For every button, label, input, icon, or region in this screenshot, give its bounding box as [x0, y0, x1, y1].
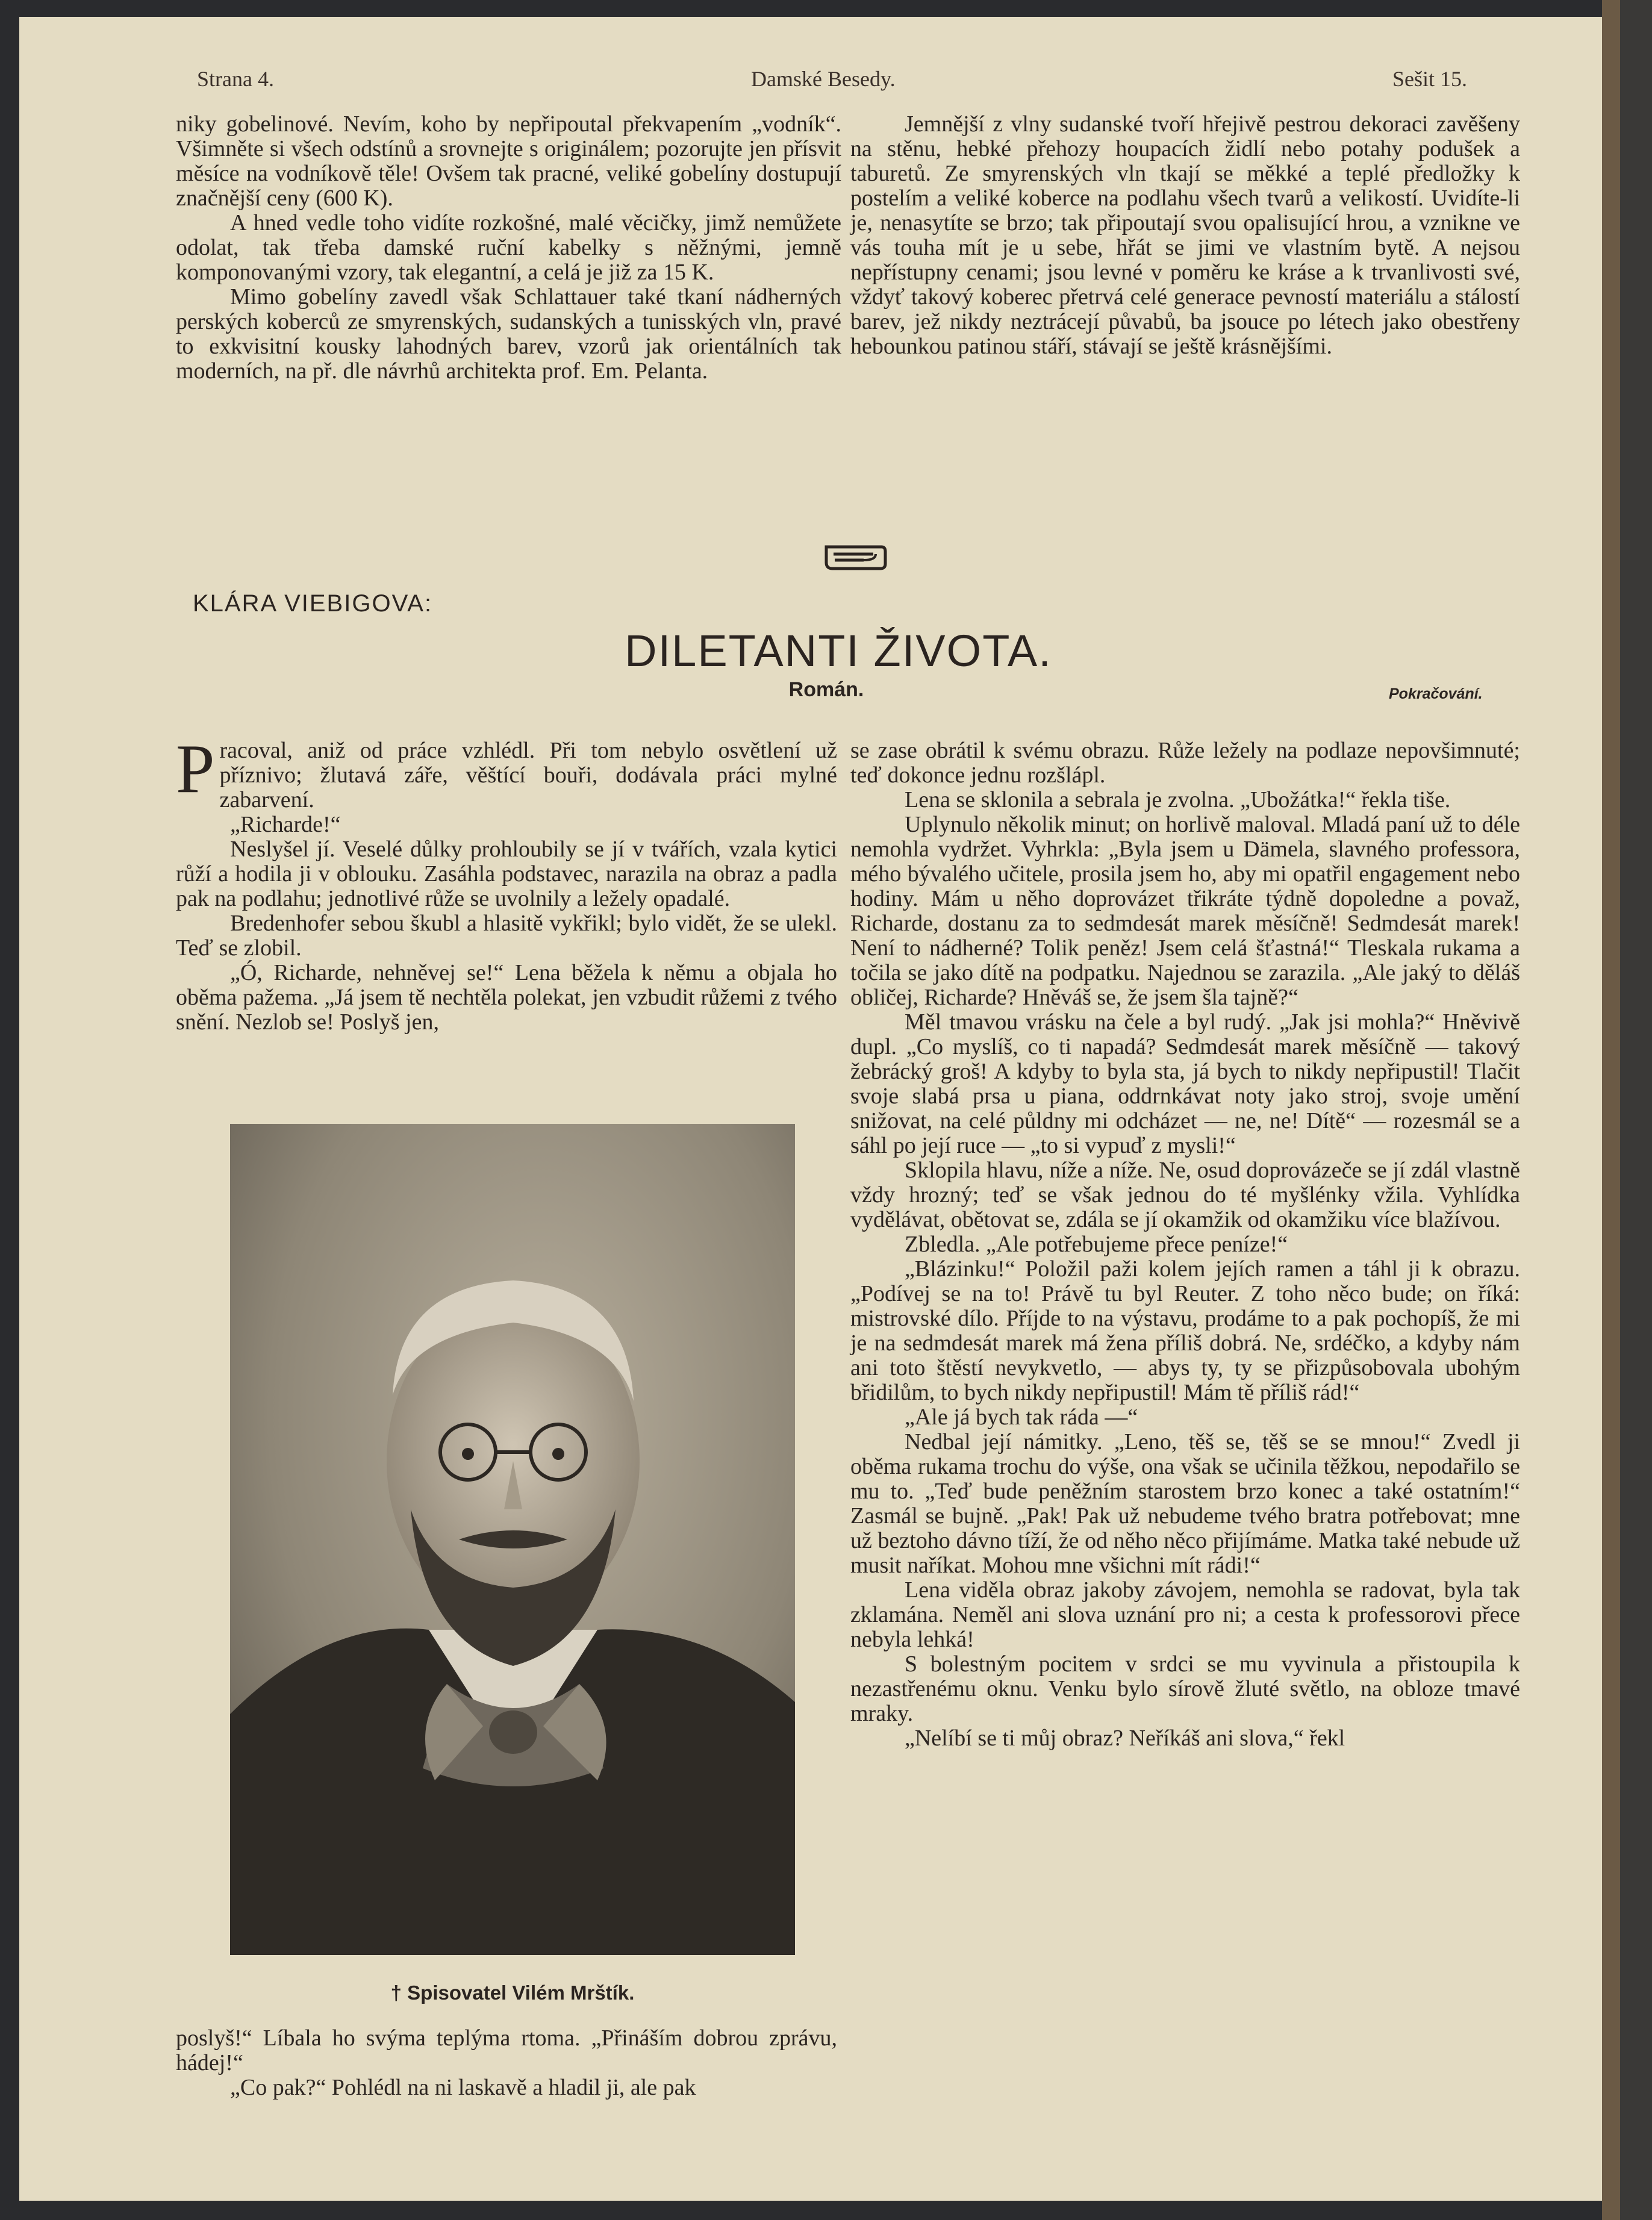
paragraph: Lena viděla obraz jakoby závojem, nemohla se radovat, byla tak zklamána. Neměl ani slova uznání pro ni; a cesta k professorovi přece nebyla lehká! [850, 1577, 1520, 1652]
paragraph: Uplynulo několik minut; on horlivě maloval. Mladá paní už to déle nemohla vydržet. Vyhrkla: „Byla jsem u Dämela, slavného professora, mého bývalého učitele, prosila jsem ho, aby mi opatřil engagement nebo hodiny. Mám u něho doprovázet třikráte týdně dopoledne a považ, Richarde, dostanu za to sedmdesát marek měsíčně! Sedmdesát marek! Není to nádherné? Tolik peněz! Jsem celá šťastná!“ Tleskala rukama a točila se jako dítě na podpatku. Najednou se zarazila. „Ale jaký to děláš obličej, Richarde? Hněváš se, že jsem šla tajně?“ [850, 812, 1520, 1010]
ornament-divider-icon [821, 541, 889, 575]
page-edge [1602, 0, 1652, 2220]
story-opening-text: racoval, aniž od práce vzhlédl. Při tom nebylo osvětlení už příznivo; žlutavá záře, věštící bouři, dodávala práci mylné zabarvení. [219, 738, 837, 812]
paragraph: Nedbal její námitky. „Leno, těš se, těš se se mnou!“ Zvedl ji oběma rukama trochu do výše, ona však se učinila těžkou, nepodařilo se mu to. „Teď bude peněžním starostem brzo konec a také ostatním!“ Zasmál se bujně. „Pak! Pak už nebudeme tvého bratra potřebovat; mne už beztoho dávno tíží, že od něho něco přijímáme. Matka také nebude už musit naříkat. Mohou mne všichni mít rádi!“ [850, 1429, 1520, 1578]
story-right-column [850, 738, 1520, 1751]
story-left-column [176, 731, 837, 1035]
story-opening [176, 731, 837, 812]
continued-note: Pokračování. [1389, 685, 1483, 702]
paragraph: Zbledla. „Ale potřebujeme přece peníze!“ [905, 1232, 1288, 1257]
paragraph: se zase obrátil k svému obrazu. Růže ležely na podlaze nepovšimnuté; teď dokonce jednu rozšlápl. [850, 738, 1520, 788]
article-author: KLÁRA VIEBIGOVA: [193, 590, 433, 617]
photo-caption: † Spisovatel Vilém Mrštík. [390, 1981, 635, 2004]
paragraph: niky gobelinové. Nevím, koho by nepřipoutal překvapením „vodník“. Všimněte si všech odstínů a srovnejte s originálem; pozorujte jen přísvit měsíce na vodníkově těle! Ovšem tak pracné, veliké gobelíny dostupují značnější ceny (600 K). [176, 111, 841, 211]
paragraph: Jemnější z vlny sudanské tvoří hřejivě pestrou dekoraci zavěšeny na stěnu, hebké přehozy houpacích židlí nebo potahy podušek a taburetů. Ze smyrenských vln tkají se měkké a teplé předložky k postelím a veliké koberce na podlahu všech tvarů a velikostí. Uvidíte-li je, nenasytíte se brzo; tak připoutají svou opalisující hrou, a vznikne ve vás touha mít je u sebe, hřát se jimi ve vlastním bytě. A nejsou nepřístupny cenami; jsou levné v poměru ke kráse a k trvanlivosti své, vždyť takový koberec přetrvá celé generace pevností materiálu a stálostí barev, jež nikdy neztrácejí půvabů, ba jsouce po létech jako obestřeny hebounkou patinou stáří, stávají se ještě krásnějšími. [850, 111, 1520, 359]
header-issue: Sešit 15. [1392, 67, 1468, 91]
paragraph: poslyš!“ Líbala ho svýma teplýma rtoma. „Přináším dobrou zprávu, hádej!“ [176, 2025, 837, 2075]
drop-cap: P [176, 731, 215, 808]
paragraph: „Ó, Richarde, nehněvej se!“ Lena běžela k němu a objala ho oběma pažema. „Já jsem tě nechtěla polekat, jen vzbudit růžemi z tvého snění. Nezlob se! Poslyš jen, [176, 960, 837, 1035]
paragraph: Sklopila hlavu, níže a níže. Ne, osud doprovázeče se jí zdál vlastně vždy hrozný; teď se však jednou do té myšlénky vžila. Vyhlídka vydělávat, obětovat se, zdála se jí okamžik od okamžiku více blažívou. [850, 1158, 1520, 1232]
paragraph: „Blázinku!“ Položil paži kolem jejích ramen a táhl ji k obrazu. „Podívej se na to! Právě tu byl Reuter. Z toho něco bude; on říká: mistrovské dílo. Příjde to na výstavu, prodáme to a pak pochopíš, že mi je na sedmdesát marek má žena příliš dobrá. Ne, srdéčko, a kdyby nám ani toto štěstí nevykvetlo, — abys ty, ty se přizpůsobovala ubohým břidilům, to bych nikdy nepřipustil! Mám tě příliš rád!“ [850, 1256, 1520, 1405]
paragraph: „Co pak?“ Pohlédl na ni laskavě a hladil ji, ale pak [230, 2075, 696, 2100]
paragraph: Lena se sklonila a sebrala je zvolna. „Ubožátka!“ řekla tiše. [905, 787, 1451, 812]
paragraph: Bredenhofer sebou škubl a hlasitě vykřikl; bylo vidět, že se ulekl. Teď se zlobil. [176, 911, 837, 961]
paragraph: Mimo gobelíny zavedl však Schlattauer také tkaní nádherných perských koberců ze smyrenských, sudanských a tunisských vln, pravé to exkvisitní kousky lahodných barev, vzorů jak orientálních tak moderních, na př. dle návrhů architekta prof. Em. Pelanta. [176, 284, 841, 384]
paragraph: „Ale já bych tak ráda —“ [905, 1405, 1138, 1430]
paragraph: A hned vedle toho vidíte rozkošné, malé věcičky, jimž nemůžete odolat, tak třeba damské ruční kabelky s něžnými, jemně komponovanými vzory, tak elegantní, a celá je již za 15 K. [176, 210, 841, 285]
article-title: DILETANTI ŽIVOTA. [625, 626, 1052, 676]
top-right-column [850, 112, 1520, 359]
paragraph: S bolestným pocitem v srdci se mu vyvinula a přistoupila k nezastřenému oknu. Venku bylo sírově žluté světlo, na obloze tmavé mraky. [850, 1651, 1520, 1726]
top-left-column [176, 112, 841, 384]
paragraph: Měl tmavou vrásku na čele a byl rudý. „Jak jsi mohla?“ Hněvivě dupl. „Co myslíš, co ti napadá? Sedmdesát marek měsíčně — takový žebrácký groš! A kdyby to byla sta, já bych to nikdy nepřipustil! Tlačit svoje slabá prsa u piana, oddrnkávat noty jako stroj, svoje umění snižovat, na celé půldny mi odcházet — ne, ne! Dítě“ — rozesmál se a sáhl po její ruce — „to si vypuď z mysli!“ [850, 1009, 1520, 1158]
header-page-number: Strana 4. [197, 67, 274, 91]
paragraph: Neslyšel jí. Veselé důlky prohloubily se jí v tvářích, vzala kytici růží a hodila ji v oblouku. Zasáhla podstavec, narazila na obraz a padla pak na podlahu; jednotlivé růže se uvolnily a ležely opadalé. [176, 837, 837, 911]
paragraph: „Richarde!“ [230, 812, 341, 837]
article-genre: Román. [788, 678, 864, 701]
paragraph: „Nelíbí se ti můj obraz? Neříkáš ani slova,“ řekl [905, 1726, 1345, 1751]
story-left-continuation [176, 2026, 837, 2100]
portrait-photo [230, 1124, 795, 1955]
header-magazine-title: Damské Besedy. [751, 67, 896, 91]
newspaper-page [19, 17, 1602, 2201]
